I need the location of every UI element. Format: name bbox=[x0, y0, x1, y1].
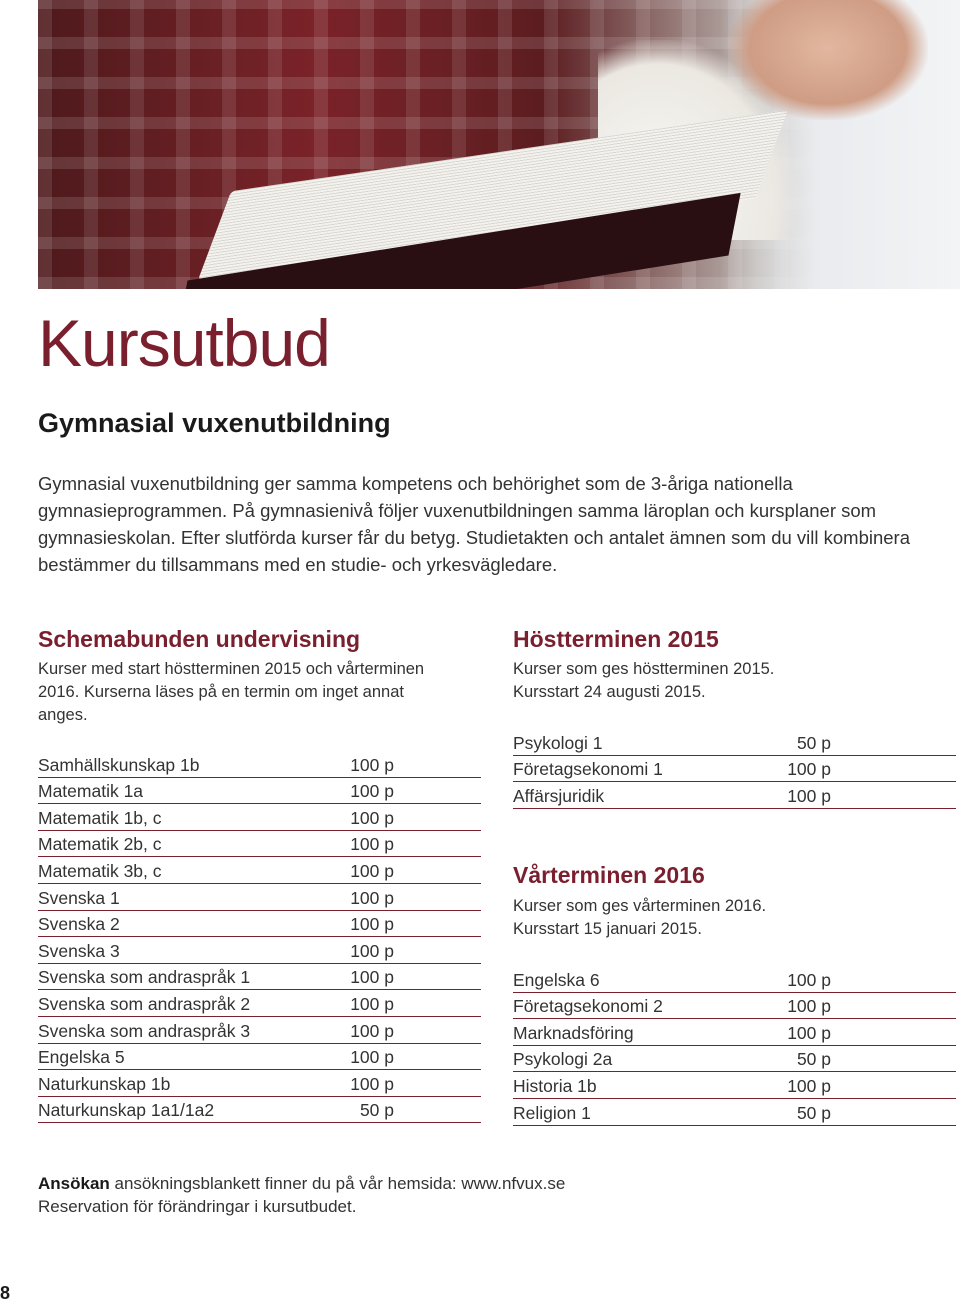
course-name: Svenska 3 bbox=[38, 940, 120, 961]
course-name: Matematik 1a bbox=[38, 781, 144, 802]
course-name: Religion 1 bbox=[513, 1102, 591, 1123]
course-row bbox=[513, 1072, 956, 1099]
course-points: 100 p bbox=[350, 940, 394, 961]
course-points: 100 p bbox=[787, 1022, 831, 1043]
course-points: 50 p bbox=[796, 1049, 831, 1070]
autumn-heading: Höstterminen 2015 bbox=[513, 626, 719, 652]
course-name: Svenska som andraspråk 3 bbox=[38, 1020, 251, 1041]
course-row bbox=[38, 1044, 481, 1071]
course-row bbox=[38, 1097, 481, 1124]
course-points: 100 p bbox=[350, 807, 394, 828]
course-row bbox=[513, 966, 956, 993]
course-points: 100 p bbox=[350, 1047, 394, 1068]
course-points: 100 p bbox=[787, 1075, 831, 1096]
course-name: Historia 1b bbox=[513, 1075, 597, 1096]
course-name: Företagsekonomi 1 bbox=[513, 759, 663, 780]
course-points: 100 p bbox=[787, 969, 831, 990]
course-row bbox=[38, 804, 481, 831]
course-row bbox=[38, 778, 481, 805]
course-name: Företagsekonomi 2 bbox=[513, 996, 663, 1017]
section-heading: Gymnasial vuxenutbildning bbox=[38, 408, 391, 438]
course-points: 50 p bbox=[796, 732, 831, 753]
application-label: Ansökan bbox=[38, 1174, 110, 1193]
intro-paragraph: Gymnasial vuxenutbildning ger samma kompetens och behörighet som de 3-åriga nationella gymnasieprogrammen. På gymnasienivå följer vuxenutbildningen samma läroplan och kursplaner som gymnasieskolan. Efter slutförda kurser får du betyg. Studietakten och antalet ämnen som du vill kombinera bestämmer du tillsammans med en studie- och yrkesvägledare. bbox=[38, 473, 911, 575]
course-name: Marknadsföring bbox=[513, 1022, 634, 1043]
course-points: 100 p bbox=[350, 1020, 394, 1041]
course-row bbox=[38, 1070, 481, 1097]
reservation-note: Reservation för förändringar i kursutbudet. bbox=[38, 1197, 357, 1216]
course-row bbox=[513, 1099, 956, 1126]
course-name: Svenska 1 bbox=[38, 887, 120, 908]
course-points: 100 p bbox=[350, 834, 394, 855]
course-row bbox=[38, 884, 481, 911]
course-points: 100 p bbox=[787, 759, 831, 780]
course-name: Matematik 1b, c bbox=[38, 807, 162, 828]
course-row bbox=[513, 782, 956, 809]
spring-course-list bbox=[513, 966, 956, 1126]
course-name: Naturkunskap 1a1/1a2 bbox=[38, 1100, 215, 1121]
course-points: 50 p bbox=[359, 1100, 394, 1121]
course-name: Matematik 3b, c bbox=[38, 860, 162, 881]
course-row bbox=[38, 751, 481, 778]
course-row bbox=[38, 857, 481, 884]
course-name: Matematik 2b, c bbox=[38, 834, 162, 855]
course-name: Svenska 2 bbox=[38, 914, 120, 935]
course-row bbox=[513, 729, 956, 756]
course-row bbox=[38, 964, 481, 991]
course-points: 100 p bbox=[350, 781, 394, 802]
course-row bbox=[38, 937, 481, 964]
spring-description-line1: Kurser som ges vårterminen 2016. bbox=[513, 897, 767, 915]
hero-photo bbox=[38, 0, 960, 289]
autumn-description-line1: Kurser som ges höstterminen 2015. bbox=[513, 660, 775, 678]
course-row bbox=[38, 911, 481, 938]
application-text: ansökningsblankett finner du på vår hemsida: www.nfvux.se bbox=[109, 1174, 566, 1193]
schedule-course-list bbox=[38, 751, 481, 1123]
course-points: 100 p bbox=[350, 887, 394, 908]
spring-heading: Vårterminen 2016 bbox=[513, 862, 705, 888]
course-row bbox=[38, 1017, 481, 1044]
schedule-description: Kurser med start höstterminen 2015 och vårterminen 2016. Kurserna läses på en termin om inget annat anges. bbox=[38, 660, 425, 724]
footer bbox=[38, 1172, 938, 1218]
course-row bbox=[513, 1019, 956, 1046]
course-row bbox=[513, 993, 956, 1020]
course-row bbox=[38, 831, 481, 858]
course-name: Svenska som andraspråk 2 bbox=[38, 993, 251, 1014]
course-points: 100 p bbox=[350, 967, 394, 988]
course-points: 100 p bbox=[787, 996, 831, 1017]
application-line bbox=[38, 1172, 938, 1195]
course-name: Affärsjuridik bbox=[513, 785, 605, 806]
course-points: 100 p bbox=[787, 785, 831, 806]
course-name: Psykologi 2a bbox=[513, 1049, 613, 1070]
course-points: 100 p bbox=[350, 914, 394, 935]
page-number: 8 bbox=[0, 1283, 11, 1303]
course-points: 100 p bbox=[350, 993, 394, 1014]
autumn-description-line2: Kursstart 24 augusti 2015. bbox=[513, 683, 706, 701]
course-row bbox=[513, 1046, 956, 1073]
hero-hand bbox=[728, 0, 928, 120]
course-name: Psykologi 1 bbox=[513, 732, 603, 753]
course-name: Svenska som andraspråk 1 bbox=[38, 967, 251, 988]
course-row bbox=[513, 756, 956, 783]
course-points: 100 p bbox=[350, 1073, 394, 1094]
page-title: Kursutbud bbox=[38, 306, 330, 380]
spring-description-line2: Kursstart 15 januari 2015. bbox=[513, 920, 702, 938]
course-points: 50 p bbox=[796, 1102, 831, 1123]
course-row bbox=[38, 990, 481, 1017]
course-name: Engelska 5 bbox=[38, 1047, 125, 1068]
course-points: 100 p bbox=[350, 754, 394, 775]
autumn-course-list bbox=[513, 729, 956, 809]
course-points: 100 p bbox=[350, 860, 394, 881]
course-name: Samhällskunskap 1b bbox=[38, 754, 200, 775]
course-name: Naturkunskap 1b bbox=[38, 1073, 171, 1094]
course-name: Engelska 6 bbox=[513, 969, 600, 990]
schedule-heading: Schemabunden undervisning bbox=[38, 626, 361, 652]
